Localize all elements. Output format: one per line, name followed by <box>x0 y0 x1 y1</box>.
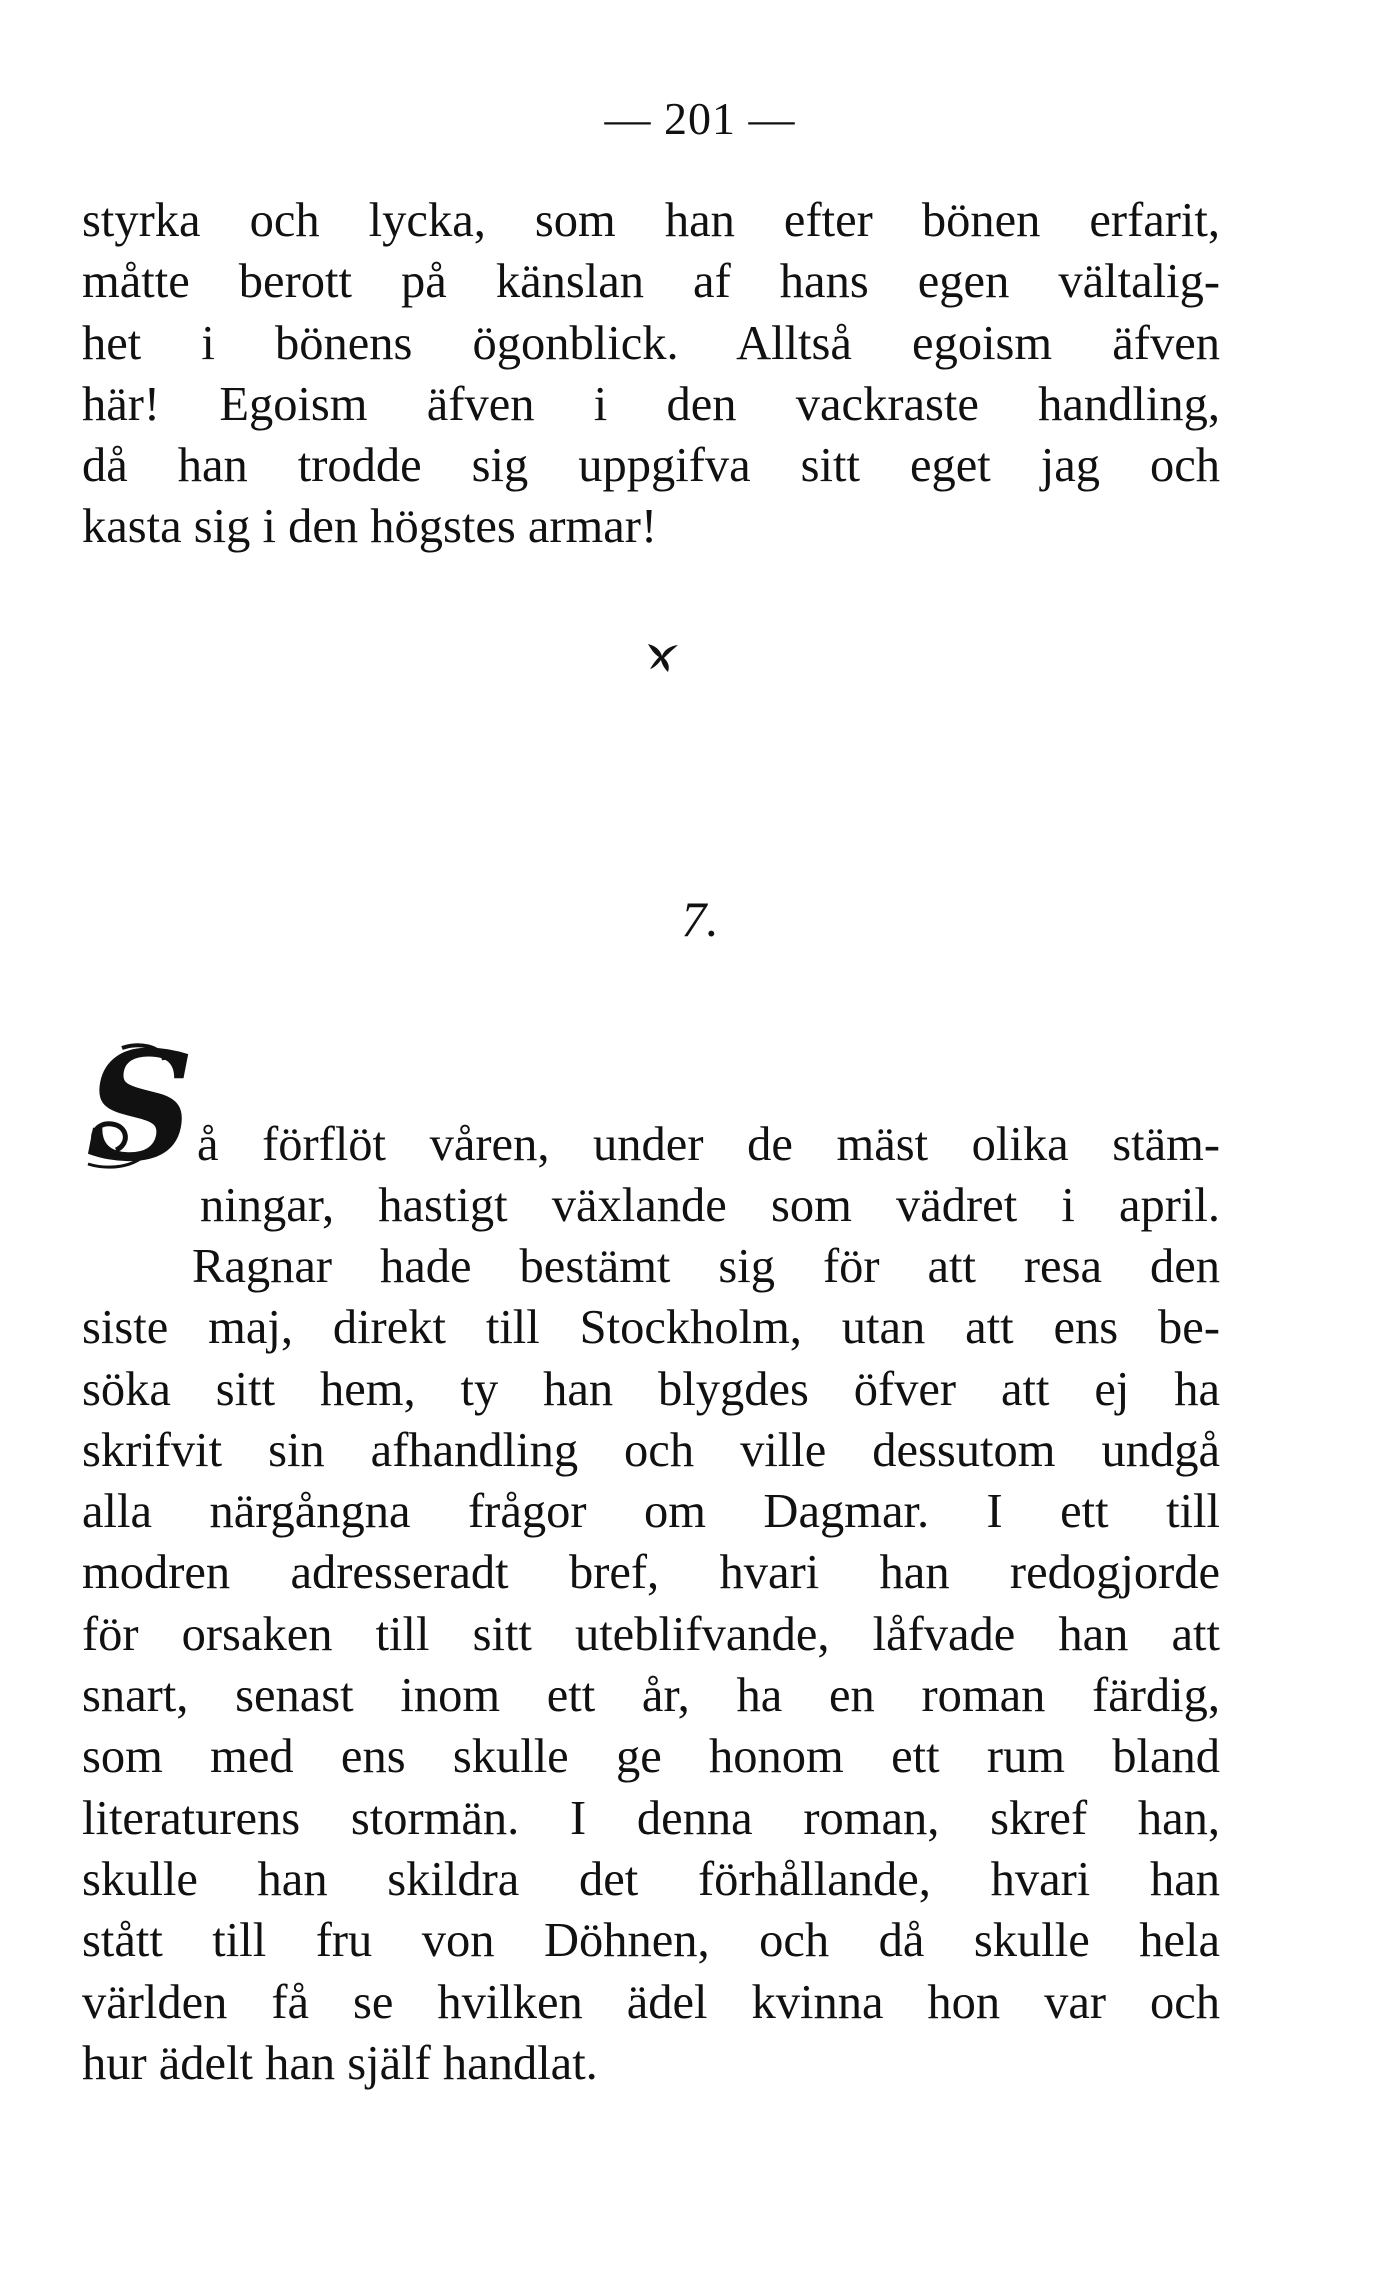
text-line: som med ens skulle ge honom ett rum bland <box>82 1730 1220 1784</box>
paragraph-opening <box>82 1114 1220 1237</box>
paragraph-body <box>82 1236 1220 2094</box>
text-line: Ragnar hade bestämt sig för att resa den <box>192 1240 1220 1293</box>
text-line: för orsaken till sitt uteblifvande, låfvade han att <box>82 1607 1220 1661</box>
text-line: då han trodde sig uppgifva sitt eget jag och <box>82 439 1220 493</box>
paragraph-continuation <box>82 190 1220 558</box>
drop-cap-letter: S <box>86 1019 195 1195</box>
text-line: skrifvit sin afhandling och ville dessutom undgå <box>82 1423 1220 1477</box>
text-line: siste maj, direkt till Stockholm, utan att ens be- <box>82 1301 1220 1355</box>
text-line: å förflöt våren, under de mäst olika stäm- <box>197 1118 1220 1171</box>
text-line: styrka och lycka, som han efter bönen erfarit, <box>82 194 1220 247</box>
page-number: — 201 — <box>604 93 796 144</box>
text-line: modren adresseradt bref, hvari han redogjorde <box>82 1546 1220 1600</box>
text-line: söka sitt hem, ty han blygdes öfver att ej ha <box>82 1362 1220 1416</box>
text-line: ningar, hastigt växlande som vädret i april. <box>200 1179 1220 1233</box>
text-line: snart, senast inom ett år, ha en roman färdig, <box>82 1669 1220 1723</box>
text-line: het i bönens ögonblick. Alltså egoism äfven <box>82 316 1220 370</box>
fleuron-icon <box>642 636 682 676</box>
text-line: måtte berott på känslan af hans egen vältalig- <box>82 255 1220 309</box>
text-line: stått till fru von Döhnen, och då skulle hela <box>82 1914 1220 1968</box>
text-line: skulle han skildra det förhållande, hvari han <box>82 1852 1220 1906</box>
text-line: hur ädelt han själf handlat. <box>82 2036 598 2090</box>
text-line: literaturens stormän. I denna roman, skref han, <box>82 1791 1220 1845</box>
text-line: världen få se hvilken ädel kvinna hon var och <box>82 1975 1220 2029</box>
text-line: kasta sig i den högstes armar! <box>82 500 658 554</box>
chapter-number: 7. <box>681 891 719 947</box>
text-line: alla närgångna frågor om Dagmar. I ett till <box>82 1485 1220 1539</box>
text-line: här! Egoism äfven i den vackraste handling, <box>82 377 1220 431</box>
